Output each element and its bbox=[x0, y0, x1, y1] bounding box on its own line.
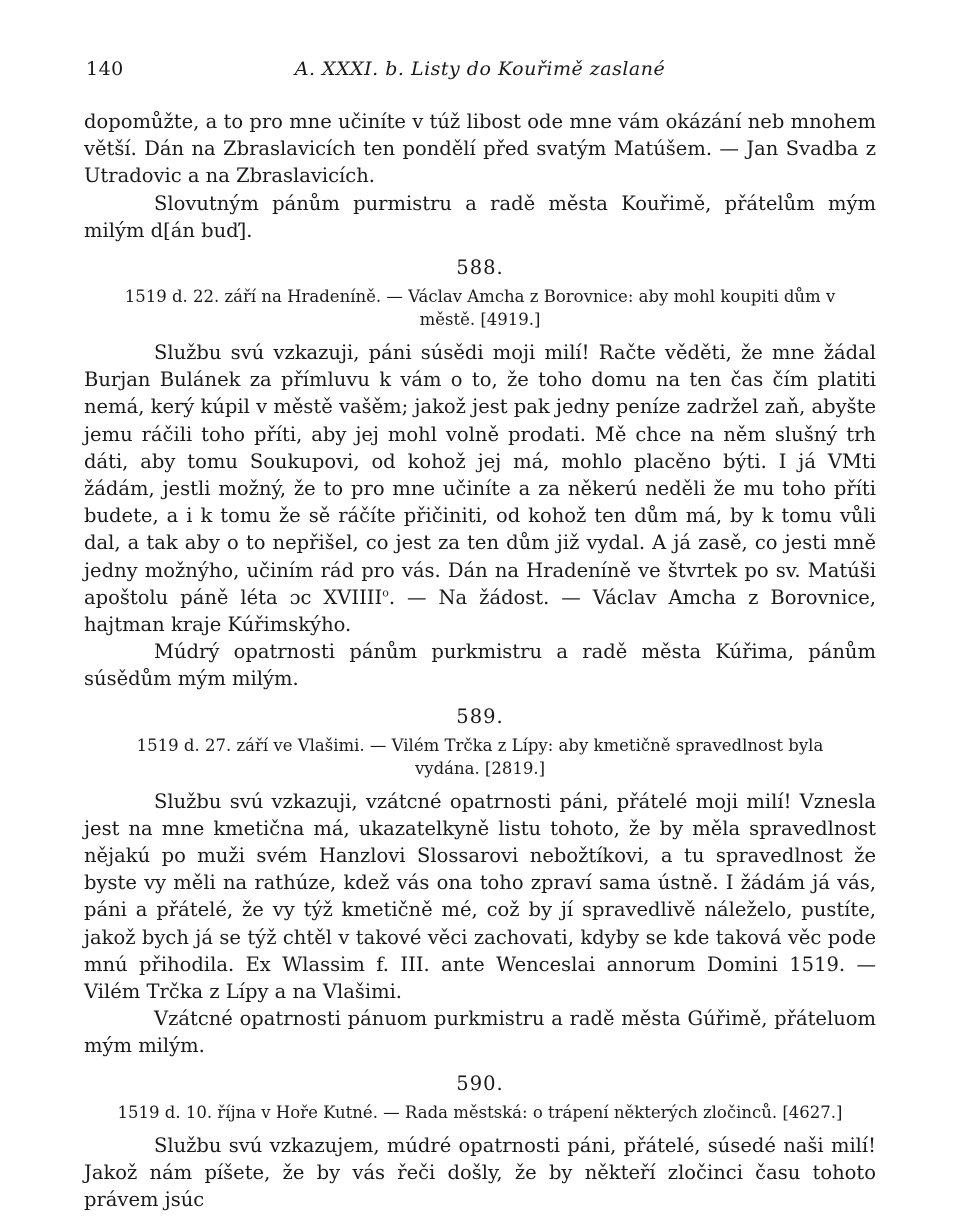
running-header bbox=[84, 58, 876, 86]
paragraph: Službu svú vzkazuji, vzátcné opatrnosti páni, přátelé moji milí! Vznesla jest na mne kmetična má, ukazatelkyně listu tohoto, že by měla spravedlnost nějakú po muži svém Hanzlovi Slossarovi nebožtíkovi, a tu spravedlnost že byste vy měli na rathúze, kdež vás ona toho zpraví sama ústně. I žádám já vás, páni a přátelé, že vy týž kmetičně mé, což by jí spravedlivě náleželo, pustíte, jakož bych já se týž chtěl v takové věci zachovati, kdyby se kde taková věc pode mnú přihodila. Ex Wlassim f. III. ante Wenceslai annorum Domini 1519. — Vilém Trčka z Lípy a na Vlašimi. bbox=[84, 789, 876, 1004]
paragraph: Službu svú vzkazujem, múdré opatrnosti páni, přátelé, súsedé naši milí! Jakož nám píšete, že by vás řeči došly, že by někteří zločinci času tohoto právem jsúc bbox=[84, 1133, 876, 1212]
paragraph-text-end: . — Na žádost. — Václav Amcha z Borovnice, hajtman kraje Kúřimskýho. bbox=[84, 585, 876, 637]
letter-continuation bbox=[84, 108, 876, 244]
document-body bbox=[84, 108, 876, 1213]
letter-number: 588. bbox=[456, 256, 504, 280]
letter-regest: 1519 d. 10. října v Hoře Kutné. — Rada městská: o trápení některých zločinců. [4627.] bbox=[117, 1102, 843, 1122]
letter-589 bbox=[84, 703, 876, 1060]
paragraph: dopomůžte, a to pro mne učiníte v túž libost ode mne vám okázání neb mnohem větší. Dán na Zbraslavicích ten pondělí před svatým Matúšem. — Jan Svadba z Utradovic a na Zbraslavicích. bbox=[84, 110, 876, 188]
address-paragraph: Slovutným pánům purmistru a radě města Kouřimě, přátelům mým milým d[án buď]. bbox=[84, 191, 876, 242]
paragraph-text: Službu svú vzkazuji, páni súsědi moji milí! Račte věděti, že mne žádal Burjan Bulánek za přímluvu k vám o to, že toho domu na ten čas čím platiti nemá, kerý kúpil v městě vašěm; jakož jest pak jedny peníze zadržel zaň, abyšte jemu ráčili toho příti, aby jej mohl volně prodati. Mě chce na něm slušný trh dáti, aby tomu Soukupovi, od kohož jej má, mohlo placěno býti. I já VMti žádám, jestli možný, že to pro mne učiníte a za někerú neděli že mu toho příti budete, a i k tomu že sě ráčíte přičiniti, od kohož ten dům má, by k tomu vůli dal, a tak aby o to nepřišel, co jest za ten dům již vydal. A já zasě, co jesti mně jedny možnýho, učiním rád pro vás. Dán na Hradeníně ve štvrtek po sv. Matúši apoštolu páně léta ɔc XVIIII bbox=[84, 341, 876, 609]
address-paragraph: Múdrý opatrnosti pánům purkmistru a radě města Kúřima, pánům súsědům mým milým. bbox=[84, 640, 876, 691]
letter-regest: 1519 d. 27. září ve Vlašimi. — Vilém Trčka z Lípy: aby kmetičně spravedlnost byla vydána. [2819.] bbox=[136, 735, 824, 778]
letter-590 bbox=[84, 1070, 876, 1214]
running-title: A. XXXI. b. Listy do Kouřimě zaslané bbox=[294, 58, 666, 80]
page-number: 140 bbox=[86, 58, 124, 80]
address-paragraph: Vzátcné opatrnosti pánuom purkmistru a radě města Gúřimě, přáteluom mým milým. bbox=[84, 1007, 876, 1058]
paragraph bbox=[84, 339, 876, 638]
letter-number: 590. bbox=[456, 1071, 504, 1095]
letter-regest: 1519 d. 22. září na Hradeníně. — Václav Amcha z Borovnice: aby mohl koupiti dům v městě. [4919.] bbox=[124, 287, 836, 330]
letter-588 bbox=[84, 254, 876, 693]
letter-number: 589. bbox=[456, 704, 504, 728]
superscript: o bbox=[382, 586, 389, 600]
